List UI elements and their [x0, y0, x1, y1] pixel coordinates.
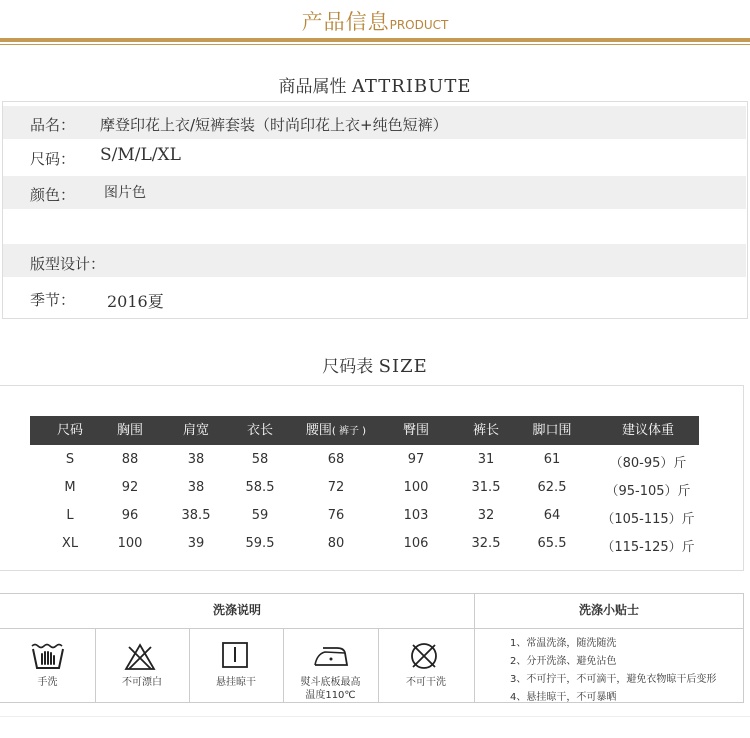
no-bleach-icon	[124, 643, 156, 671]
iron-icon	[313, 644, 349, 668]
header-length: 衣长	[246, 423, 273, 438]
table-cell: M	[64, 480, 76, 495]
header-hip: 臀围	[402, 423, 429, 438]
table-cell: 88	[121, 452, 139, 467]
header-title-en: PRODUCT	[389, 18, 449, 32]
header-size: 尺码	[56, 423, 83, 438]
wash-cell-divider	[189, 629, 190, 702]
header-shoulder: 肩宽	[182, 423, 209, 438]
table-cell: 68	[327, 452, 345, 467]
table-cell: 100	[117, 536, 143, 551]
attribute-label-size: 尺码：	[30, 150, 76, 168]
wash-tip: 2、分开洗涤、避免沾色	[510, 656, 617, 667]
attribute-value-color: 图片色	[104, 185, 146, 201]
attribute-value-name: 摩登印花上衣/短裤套装（时尚印花上衣+纯色短裤）	[100, 116, 448, 134]
table-cell: （80-95）斤	[609, 456, 687, 471]
size-title	[0, 352, 750, 377]
no-dry-clean-caption: 不可干洗	[406, 677, 446, 688]
table-cell: 59.5	[245, 536, 275, 551]
table-cell: 64	[543, 508, 561, 523]
table-cell: 106	[403, 536, 429, 551]
header-divider-thick	[0, 38, 750, 42]
table-cell: 62.5	[537, 480, 567, 495]
table-cell: 31.5	[471, 480, 501, 495]
header-weight: 建议体重	[621, 423, 674, 438]
attribute-label-fit: 版型设计：	[30, 255, 106, 273]
table-cell: 38.5	[181, 508, 211, 523]
attribute-value-season: 2016夏	[107, 292, 164, 311]
table-cell: （95-105）斤	[605, 484, 691, 499]
attribute-title	[0, 72, 750, 97]
table-cell: 38	[187, 452, 205, 467]
iron-caption	[283, 676, 378, 702]
header-waist	[296, 416, 376, 445]
hang-dry-icon	[221, 641, 249, 669]
attribute-label-name: 品名：	[30, 116, 76, 134]
header-title-cn: 产品信息	[301, 10, 390, 34]
table-cell: 92	[121, 480, 139, 495]
iron-caption-line2: 温度110℃	[305, 690, 356, 701]
table-cell: 97	[407, 452, 425, 467]
bottom-divider	[0, 716, 750, 717]
table-cell: S	[65, 452, 75, 467]
wash-cell-divider	[378, 629, 379, 702]
page-header	[0, 6, 750, 36]
wash-cell-divider	[95, 629, 96, 702]
size-title-cn: 尺码表	[322, 357, 374, 377]
header-waist-note: ( 裤子 )	[331, 426, 367, 437]
table-cell: 59	[251, 508, 269, 523]
header-leg-opening: 脚口围	[532, 423, 572, 438]
header-divider-thin	[0, 44, 750, 45]
table-cell: 96	[121, 508, 139, 523]
wash-tip: 3、不可拧干，不可滴干，避免衣物晾干后变形	[510, 674, 717, 685]
hand-wash-caption: 手洗	[37, 677, 58, 688]
table-cell: 61	[543, 452, 561, 467]
table-cell: （115-125）斤	[601, 540, 695, 555]
hand-wash-icon	[30, 640, 66, 672]
table-cell: XL	[61, 536, 79, 551]
wash-title: 洗涤说明	[212, 603, 261, 617]
attribute-label-color: 颜色：	[30, 186, 76, 204]
table-cell: 103	[403, 508, 429, 523]
no-bleach-caption: 不可漂白	[122, 677, 162, 688]
no-dry-clean-icon	[409, 641, 439, 671]
header-pant-length: 裤长	[472, 423, 499, 438]
attribute-value-size: S/M/L/XL	[100, 145, 181, 165]
hang-dry-caption: 悬挂晾干	[216, 677, 256, 688]
table-cell: 72	[327, 480, 345, 495]
table-cell: 58.5	[245, 480, 275, 495]
table-cell: 100	[403, 480, 429, 495]
attribute-label-season: 季节：	[30, 291, 76, 309]
wash-tips-title: 洗涤小贴士	[578, 603, 639, 617]
wash-tip: 4、悬挂晾干，不可暴晒	[510, 692, 617, 703]
table-cell: L	[66, 508, 74, 523]
iron-caption-line1: 熨斗底板最高	[300, 677, 361, 688]
size-title-en: SIZE	[378, 356, 428, 377]
wash-divider	[0, 628, 743, 629]
attribute-title-cn: 商品属性	[278, 77, 347, 97]
table-cell: 32	[477, 508, 495, 523]
wash-tip: 1、常温洗涤，随洗随洗	[510, 638, 617, 649]
table-cell: 76	[327, 508, 345, 523]
table-cell: 58	[251, 452, 269, 467]
table-cell: 31	[477, 452, 495, 467]
table-cell: 38	[187, 480, 205, 495]
table-cell: （105-115）斤	[601, 512, 695, 527]
header-waist-label: 腰围	[305, 423, 332, 438]
table-cell: 32.5	[471, 536, 501, 551]
table-cell: 65.5	[537, 536, 567, 551]
header-chest: 胸围	[116, 423, 143, 438]
table-cell: 80	[327, 536, 345, 551]
table-cell: 39	[187, 536, 205, 551]
attribute-title-en: ATTRIBUTE	[351, 76, 472, 97]
attribute-row-shade	[3, 244, 746, 277]
